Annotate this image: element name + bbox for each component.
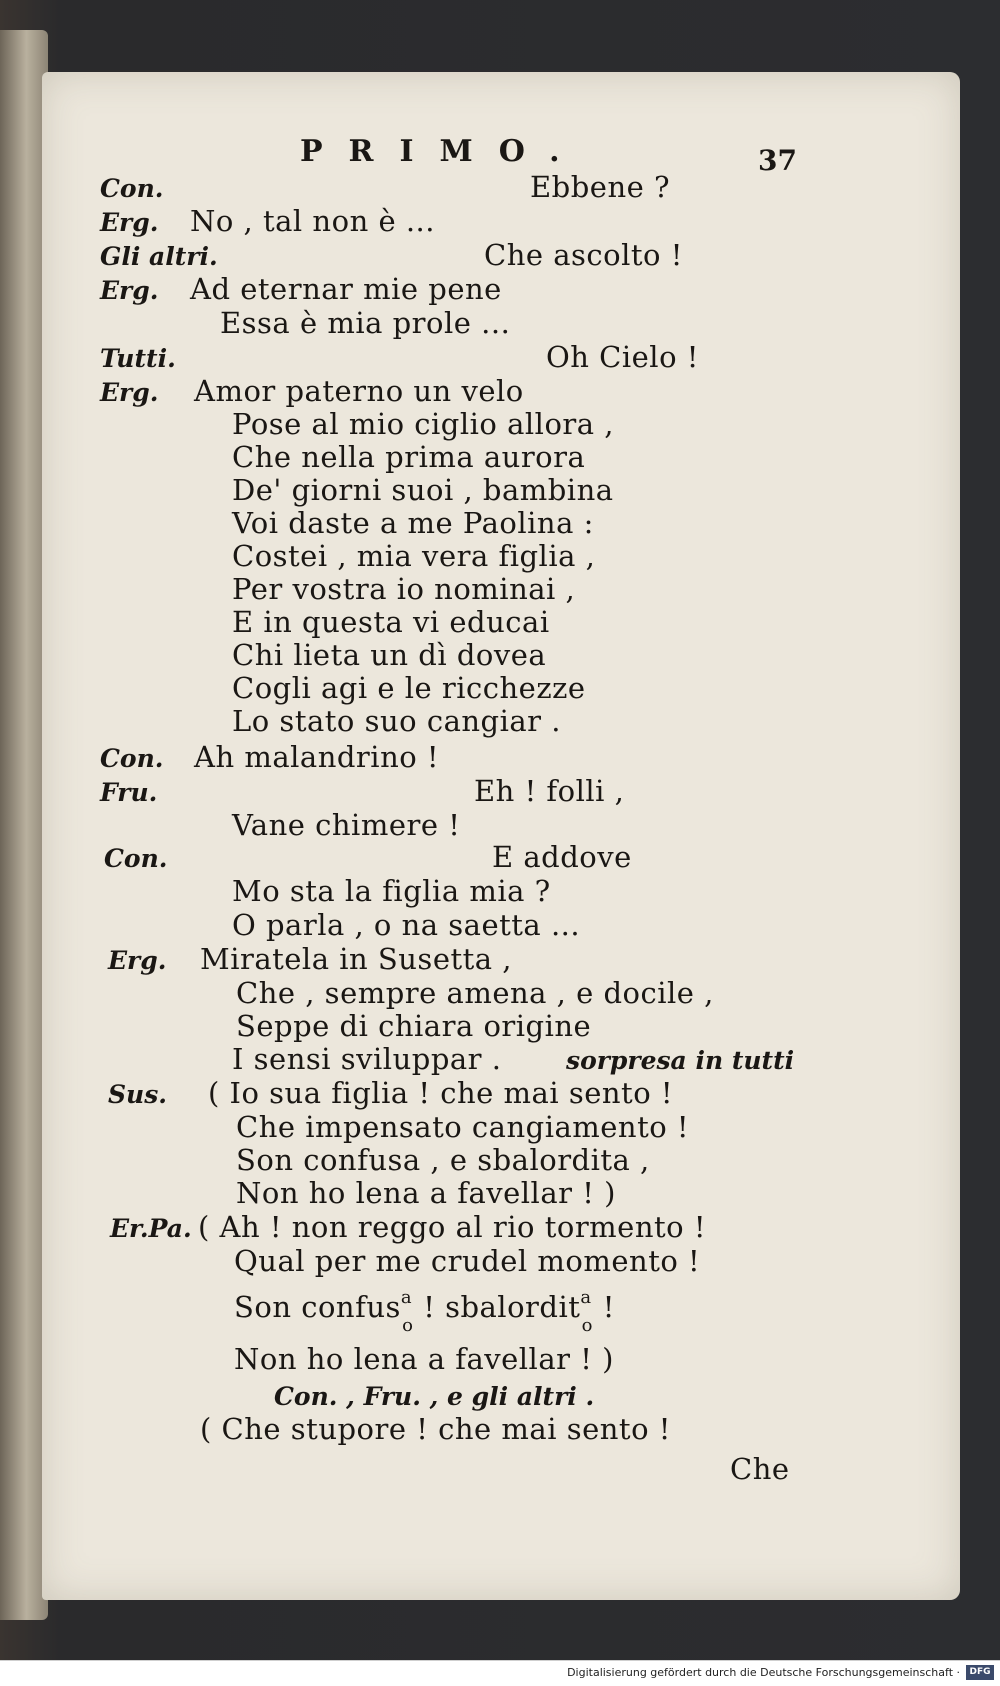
verse-line: Che ascolto ! <box>484 238 683 272</box>
verse-line: Voi daste a me Paolina : <box>232 506 594 540</box>
verse-line: Cogli agi e le ricchezze <box>232 671 586 705</box>
verse-line: Che impensato cangiamento ! <box>236 1110 690 1144</box>
verse-line: Son confusa , e sbalordita , <box>236 1143 650 1177</box>
verse-line: Ebbene ? <box>530 170 671 204</box>
footer-bar <box>0 1660 1000 1686</box>
speaker-label: Erg. <box>108 946 167 975</box>
verse-line: I sensi sviluppar . <box>232 1042 502 1076</box>
verse-line: E addove <box>492 840 632 874</box>
speaker-label: Erg. <box>100 208 159 237</box>
speaker-label: Gli altri. <box>100 242 218 271</box>
speaker-label: Con. <box>100 744 164 773</box>
verse-line: ( Che stupore ! che mai sento ! <box>200 1412 671 1446</box>
stage-direction: Con. , Fru. , e gli altri . <box>274 1382 595 1411</box>
verse-line: Miratela in Susetta , <box>200 942 513 976</box>
verse-line: Seppe di chiara origine <box>236 1009 592 1043</box>
verse-line: Lo stato suo cangiar . <box>232 704 561 738</box>
verse-line: Vane chimere ! <box>232 808 461 842</box>
verse-line: E in questa vi educai <box>232 605 550 639</box>
speaker-label: Fru. <box>100 778 158 807</box>
verse-line-alternates: Son confus$^a_o$ ! sbalordit$^a_o$ ! <box>234 1287 615 1336</box>
verse-line: Non ho lena a favellar ! ) <box>236 1176 616 1210</box>
verse-line: Pose al mio ciglio allora , <box>232 407 614 441</box>
speaker-label: Erg. <box>100 276 159 305</box>
verse-line: Oh Cielo ! <box>546 340 699 374</box>
verse-line: Che , sempre amena , e docile , <box>236 976 714 1010</box>
verse-line: O parla , o na saetta ... <box>232 908 581 942</box>
speaker-label: Er.Pa. <box>110 1214 192 1243</box>
catchword: Che <box>730 1452 790 1486</box>
speaker-label: Erg. <box>100 378 159 407</box>
verse-line: Non ho lena a favellar ! ) <box>234 1342 614 1376</box>
stage-direction: sorpresa in tutti <box>566 1046 795 1075</box>
verse-line: ( Ah ! non reggo al rio tormento ! <box>198 1210 707 1244</box>
verse-line: De' giorni suoi , bambina <box>232 473 614 507</box>
verse-line: Qual per me crudel momento ! <box>234 1244 701 1278</box>
previous-page-edge <box>0 30 48 1620</box>
verse-line: No , tal non è ... <box>190 204 435 238</box>
verse-line: Per vostra io nominai , <box>232 572 576 606</box>
verse-line: Amor paterno un velo <box>194 374 524 408</box>
funding-credit: Digitalisierung gefördert durch die Deutsche Forschungsgemeinschaft · <box>567 1666 960 1679</box>
running-header: PRIMO. <box>300 134 586 169</box>
verse-line: Chi lieta un dì dovea <box>232 638 547 672</box>
verse-line: Essa è mia prole ... <box>220 306 511 340</box>
speaker-label: Sus. <box>108 1080 168 1109</box>
verse-line: Ah malandrino ! <box>194 740 440 774</box>
verse-line: ( Io sua figlia ! che mai sento ! <box>208 1076 674 1110</box>
verse-line: Costei , mia vera figlia , <box>232 539 596 573</box>
speaker-label: Con. <box>104 844 168 873</box>
dfg-logo: DFG <box>966 1665 994 1680</box>
verse-line: Mo sta la figlia mia ? <box>232 874 551 908</box>
page-number: 37 <box>758 144 797 177</box>
speaker-label: Tutti. <box>100 344 176 373</box>
speaker-label: Con. <box>100 174 164 203</box>
verse-line: Ad eternar mie pene <box>190 272 502 306</box>
verse-line: Eh ! folli , <box>474 774 625 808</box>
verse-line: Che nella prima aurora <box>232 440 586 474</box>
book-page <box>42 72 960 1600</box>
